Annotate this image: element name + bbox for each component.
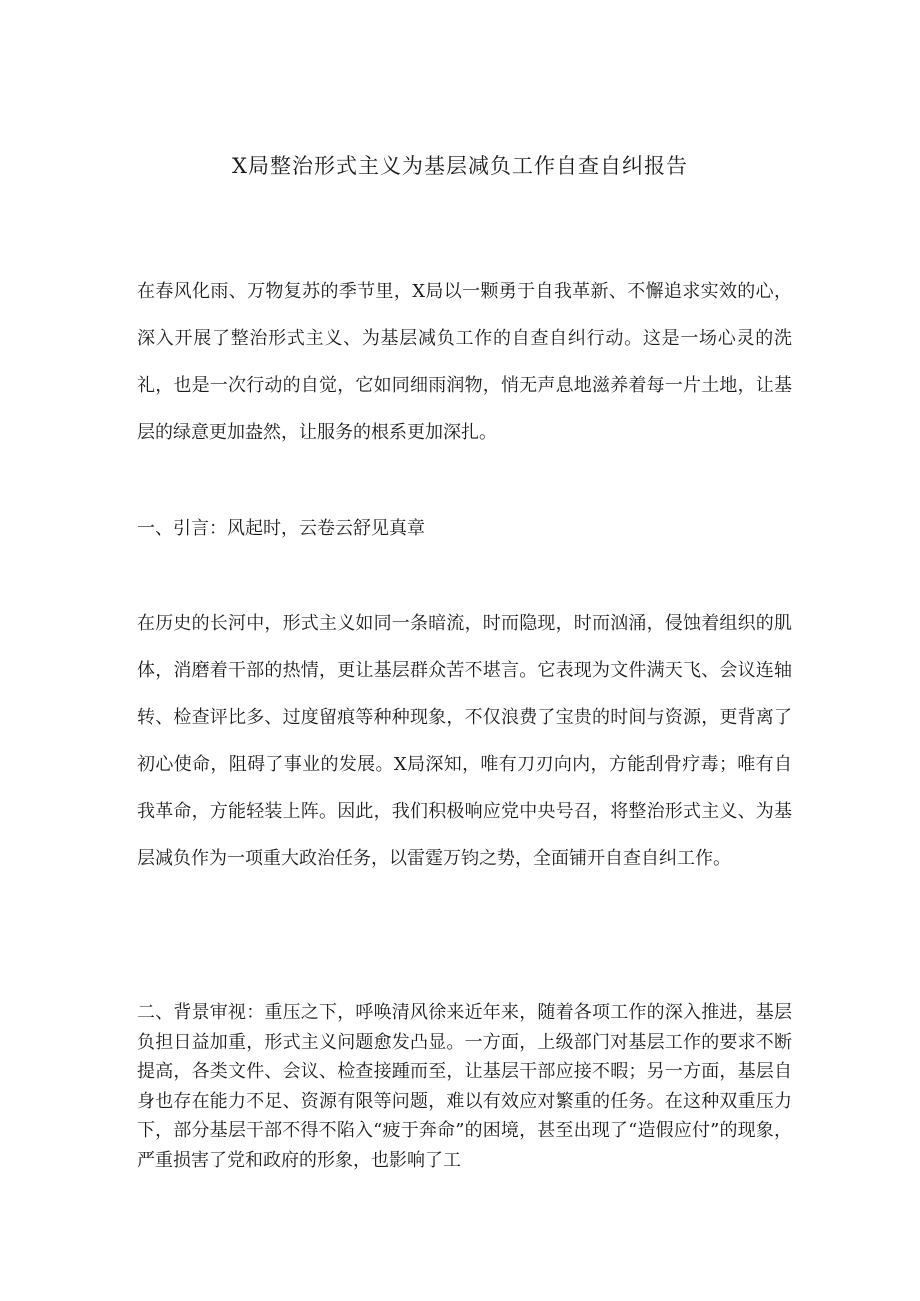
intro-paragraph: 在春风化雨、万物复苏的季节里，X局以一颗勇于自我革新、不懈追求实效的心，深入开展了整治形式主义、为基层减负工作的自查自纠行动。这是一场心灵的洗礼，也是一次行动的自觉，它如同细雨润物，悄无声息地滋养着每一片土地，让基层的绿意更加盎然，让服务的根系更加深扎。 bbox=[137, 281, 792, 443]
document-title: X局整治形式主义为基层减负工作自查自纠报告 bbox=[232, 154, 688, 178]
section-heading-introduction: 一、引言：风起时，云卷云舒见真章 bbox=[137, 518, 425, 539]
body-paragraph-background: 二、背景审视：重压之下，呼唤清风徐来近年来，随着各项工作的深入推进，基层负担日益加重，形式主义问题愈发凸显。一方面，上级部门对基层工作的要求不断提高，各类文件、会议、检查接踵而至，让基层干部应接不暇；另一方面，基层自身也存在能力不足、资源有限等问题，难以有效应对繁重的任务。在这种双重压力下，部分基层干部不得不陷入“疲于奔命”的困境，甚至出现了“造假应付”的现象，严重损害了党和政府的形象，也影响了工 bbox=[137, 1002, 792, 1171]
body-paragraph-history: 在历史的长河中，形式主义如同一条暗流，时而隐现，时而汹涌，侵蚀着组织的肌体，消磨着干部的热情，更让基层群众苦不堪言。它表现为文件满天飞、会议连轴转、检查评比多、过度留痕等种种现象，不仅浪费了宝贵的时间与资源，更背离了初心使命，阻碍了事业的发展。X局深知，唯有刀刃向内，方能刮骨疗毒；唯有自我革命，方能轻装上阵。因此，我们积极响应党中央号召，将整治形式主义、为基层减负作为一项重大政治任务，以雷霆万钧之势，全面铺开自查自纠工作。 bbox=[137, 613, 792, 869]
